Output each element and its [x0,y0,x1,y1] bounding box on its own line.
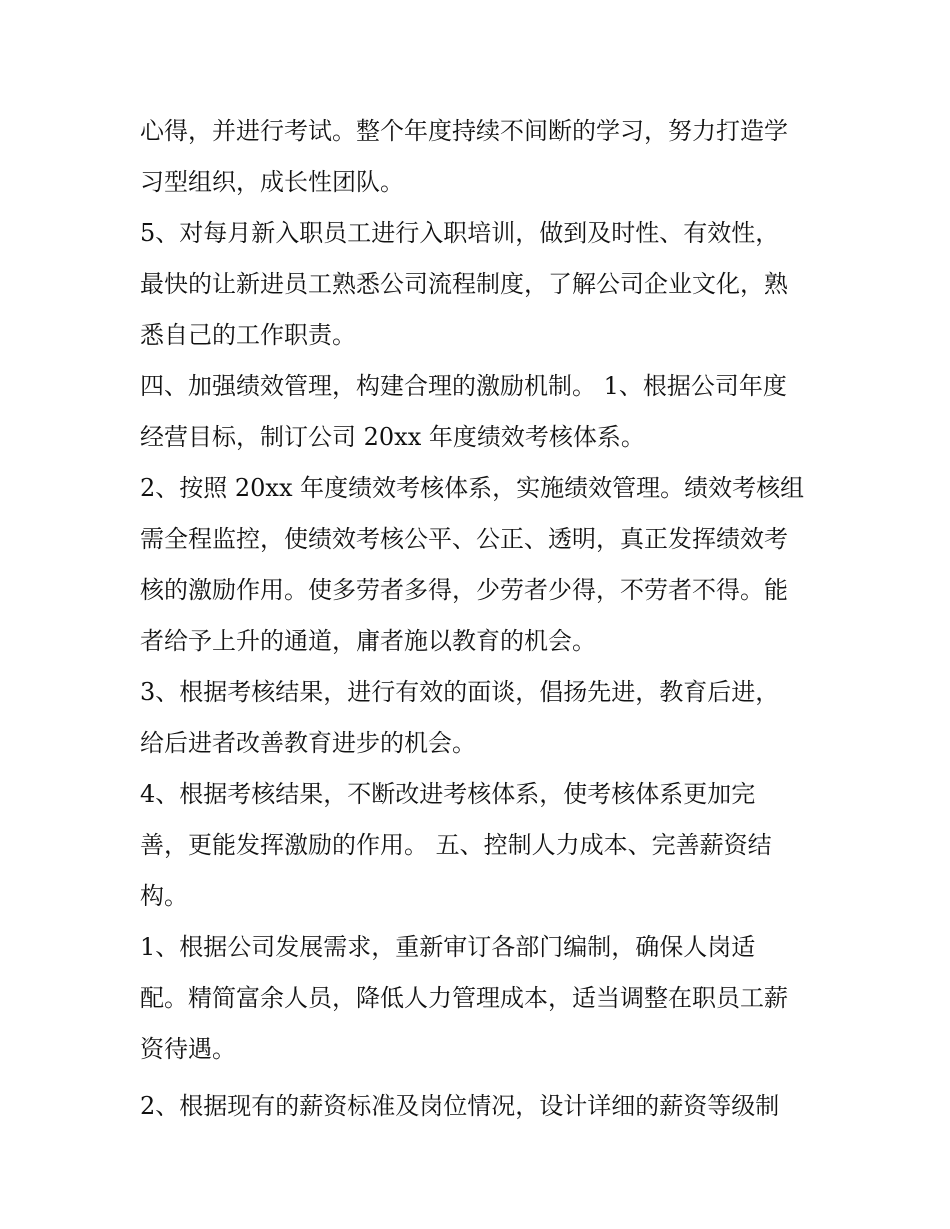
text-line: 2、根据现有的薪资标准及岗位情况，设计详细的薪资等级制 [140,1092,780,1120]
text-line: 者给予上升的通道，庸者施以教育的机会。 [140,627,596,655]
text-line: 核的激励作用。使多劳者多得，少劳者少得，不劳者不得。能 [140,576,788,604]
text-line: 构。 [140,882,188,910]
text-line: 1、根据公司发展需求，重新审订各部门编制，确保人岗适 [140,933,756,961]
text-line: 经营目标，制订公司 20xx 年度绩效考核体系。 [140,423,645,451]
text-line: 需全程监控，使绩效考核公平、公正、透明，真正发挥绩效考 [140,525,788,553]
text-line: 资待遇。 [140,1035,236,1063]
text-line: 给后进者改善教育进步的机会。 [140,729,476,757]
text-line: 4、根据考核结果，不断改进考核体系，使考核体系更加完 [140,780,756,808]
text-line: 2、按照 20xx 年度绩效考核体系，实施绩效管理。绩效考核组 [140,474,805,502]
text-line: 最快的让新进员工熟悉公司流程制度，了解公司企业文化，熟 [140,270,788,298]
text-line: 3、根据考核结果，进行有效的面谈，倡扬先进，教育后进， [140,678,780,706]
text-line: 5、对每月新入职员工进行入职培训，做到及时性、有效性， [140,219,780,247]
text-line: 心得，并进行考试。整个年度持续不间断的学习，努力打造学 [140,117,788,145]
text-line: 配。精简富余人员，降低人力管理成本，适当调整在职员工薪 [140,984,788,1012]
body-text [140,106,820,1132]
text-line: 悉自己的工作职责。 [140,321,356,349]
text-line: 四、加强绩效管理，构建合理的激励机制。 1、根据公司年度 [140,372,787,400]
text-line: 善，更能发挥激励的作用。 五、控制人力成本、完善薪资结 [140,831,772,859]
text-line: 习型组织，成长性团队。 [140,168,404,196]
